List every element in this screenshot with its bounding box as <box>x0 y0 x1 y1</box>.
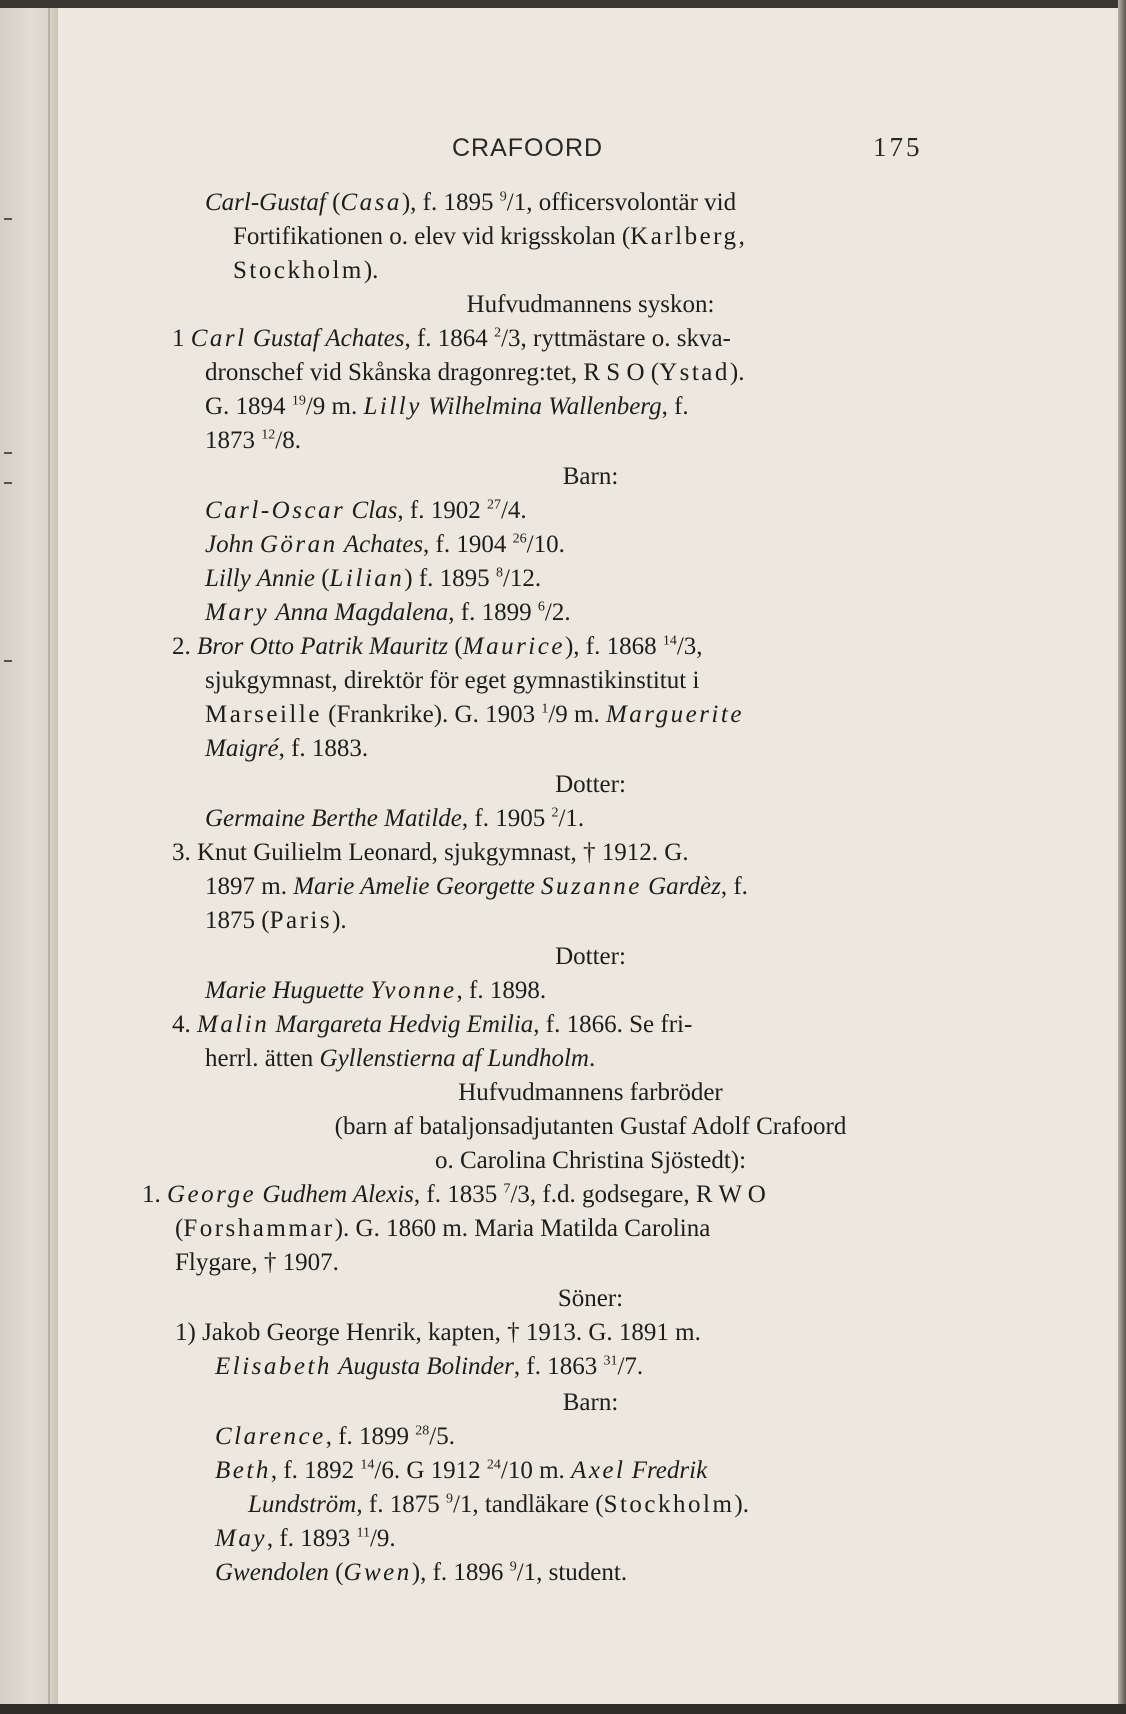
date-superscript: 28 <box>415 1423 430 1439</box>
section-heading <box>0 1076 1126 1110</box>
date-superscript: 2 <box>494 325 502 341</box>
date-superscript: 9 <box>509 1559 517 1575</box>
text-run: 1 <box>172 325 191 352</box>
text-run: ), f. 1896 <box>411 1559 510 1586</box>
text-line <box>205 562 1126 596</box>
text-run: Gwendolen <box>215 1559 329 1586</box>
text-run: Marie Huguette <box>205 977 364 1004</box>
text-run: Carl <box>190 325 247 352</box>
text-run: John <box>205 531 254 558</box>
text-run: Bror Otto Patrik Mauritz <box>197 633 449 660</box>
text-line <box>205 390 1126 424</box>
text-run: 3. Knut Guilielm Leonard, sjukgymnast, † 1912. G. <box>172 839 689 866</box>
text-run: , f. 1893 <box>266 1525 357 1552</box>
date-superscript: 1 <box>541 701 549 717</box>
text-run: herrl. ätten <box>205 1045 320 1072</box>
text-run: , f. <box>661 393 689 420</box>
text-run: Germaine Berthe Matilde <box>205 805 462 832</box>
text-line <box>205 802 1126 836</box>
heading-text <box>563 460 619 494</box>
text-run: , f. 1875 <box>356 1491 446 1518</box>
text-line <box>205 494 1126 528</box>
page-number: 175 <box>873 132 923 162</box>
heading-text <box>558 1282 623 1316</box>
text-run: (barn af bataljonsadjutanten Gustaf Adolf Crafoord <box>334 1113 847 1140</box>
text-run: Lundström <box>248 1491 357 1518</box>
text-line <box>205 186 1126 220</box>
section-heading <box>0 460 1126 494</box>
text-line <box>215 1556 1126 1590</box>
text-run: /4. <box>500 497 527 524</box>
date-superscript: 24 <box>486 1457 501 1473</box>
text-run: /8. <box>275 427 301 454</box>
date-superscript: 8 <box>495 565 503 581</box>
text-run: 1) Jakob George Henrik, kapten, † 1913. G. 1891 m. <box>175 1319 701 1346</box>
text-run: . <box>588 1045 596 1072</box>
text-line <box>215 1522 1126 1556</box>
text-line <box>215 1454 1126 1488</box>
gutter-fold-line <box>48 8 50 1704</box>
text-line <box>142 1178 1126 1212</box>
section-heading <box>0 1282 1126 1316</box>
page-top-edge <box>0 0 1126 8</box>
text-run: Casa <box>340 189 402 216</box>
text-line <box>215 1420 1126 1454</box>
text-run: Clarence <box>215 1423 326 1450</box>
section-heading <box>0 288 1126 322</box>
edge-mark <box>4 660 12 662</box>
text-run: 2. <box>172 633 197 660</box>
text-run: , f. 1902 <box>397 497 487 524</box>
text-run: /1, officersvolontär vid <box>506 189 737 216</box>
date-superscript: 27 <box>486 497 501 513</box>
text-run: Lilian <box>329 565 405 592</box>
text-run: Marguerite <box>605 701 744 728</box>
text-run: Dotter: <box>555 943 626 970</box>
text-run: Stockholm <box>603 1491 735 1518</box>
text-run: Gustaf Achates <box>252 325 405 352</box>
text-run: ( <box>175 1215 184 1242</box>
text-line <box>205 528 1126 562</box>
text-run: Göran <box>259 531 338 558</box>
section-heading <box>0 768 1126 802</box>
text-run: ). G. 1860 m. Maria Matilda Carolina <box>334 1215 711 1242</box>
text-run: ( <box>325 189 341 216</box>
text-run: Stockholm <box>233 257 364 284</box>
text-run: , <box>738 223 745 250</box>
text-run: George <box>167 1181 257 1208</box>
text-run: Elisabeth <box>215 1353 332 1380</box>
heading-text <box>555 940 626 974</box>
text-line <box>205 732 1126 766</box>
text-run: 1897 m. <box>205 873 294 900</box>
text-run: , f. 1899 <box>448 599 538 626</box>
text-run: /12. <box>502 565 542 592</box>
text-run: Lilly <box>363 393 422 420</box>
text-run: Beth <box>215 1457 271 1484</box>
text-run: Achates <box>343 531 424 558</box>
date-superscript: 7 <box>503 1181 511 1197</box>
text-run: , f. 1864 <box>404 325 495 352</box>
text-run: Malin <box>197 1011 270 1038</box>
text-run: /1, tandläkare ( <box>452 1491 604 1518</box>
text-run: ( <box>328 1559 344 1586</box>
text-run: Gardèz <box>648 873 721 900</box>
heading-text <box>335 1110 847 1144</box>
text-run: ( <box>448 633 463 660</box>
text-run: Axel <box>571 1457 626 1484</box>
date-superscript: 19 <box>291 393 306 409</box>
text-run: (Frankrike). G. 1903 <box>321 701 542 728</box>
text-run: , f. <box>720 873 748 900</box>
text-run: Marseille <box>205 701 322 728</box>
text-run: Ystad <box>659 359 730 386</box>
text-run: , f. 1899 <box>325 1423 416 1450</box>
text-run: Anna Magdalena <box>275 599 449 626</box>
text-run: dronschef vid Skånska dragonreg:tet, R S O ( <box>205 359 660 386</box>
text-run: , f. 1904 <box>423 531 513 558</box>
text-run: ), f. 1895 <box>401 189 500 216</box>
text-run: Suzanne <box>541 873 642 900</box>
text-line <box>172 630 1126 664</box>
text-run: ) f. 1895 <box>404 565 496 592</box>
text-run: sjukgymnast, direktör för eget gymnastikinstitut i <box>205 667 700 694</box>
text-run: Gudhem Alexis <box>262 1181 414 1208</box>
text-run: Clas <box>351 497 398 524</box>
heading-text <box>435 1144 746 1178</box>
text-line <box>205 424 1126 458</box>
text-run: /3, ryttmästare o. skva- <box>501 325 731 352</box>
text-run: Söner: <box>557 1285 624 1312</box>
text-line <box>205 870 1126 904</box>
text-run: 4. <box>172 1011 197 1038</box>
date-superscript: 26 <box>512 531 527 547</box>
text-run: , f. 1905 <box>461 805 552 832</box>
text-line <box>233 254 1126 288</box>
text-run: G. 1894 <box>205 393 292 420</box>
text-run: , f. 1863 <box>513 1353 604 1380</box>
section-heading <box>0 940 1126 974</box>
text-line <box>215 1350 1126 1384</box>
text-run: Karlberg <box>630 223 739 250</box>
text-run: 1875 ( <box>205 907 270 934</box>
text-run: /3, <box>676 633 703 660</box>
text-run: Flygare, † 1907. <box>175 1249 339 1276</box>
text-run: Hufvudmannens farbröder <box>458 1079 723 1106</box>
text-run: Gwen <box>343 1559 412 1586</box>
text-run: /10 m. <box>500 1457 572 1484</box>
text-run: Gyllenstierna af Lundholm <box>319 1045 589 1072</box>
heading-text <box>555 768 626 802</box>
date-superscript: 31 <box>603 1353 618 1369</box>
text-run: Carl-Gustaf <box>205 189 326 216</box>
date-superscript: 9 <box>499 189 507 205</box>
heading-text <box>467 288 715 322</box>
section-heading <box>0 1386 1126 1420</box>
text-line <box>172 1008 1126 1042</box>
text-run: /6. G 1912 <box>374 1457 487 1484</box>
section-heading <box>0 1144 1126 1178</box>
text-line <box>205 904 1126 938</box>
text-line <box>205 974 1126 1008</box>
text-line <box>175 1246 1126 1280</box>
text-line <box>233 220 1126 254</box>
text-run: /10. <box>526 531 565 558</box>
edge-mark <box>4 452 12 454</box>
text-run: ). <box>729 359 745 386</box>
text-run: Hufvudmannens syskon: <box>466 291 715 318</box>
text-run: ( <box>314 565 330 592</box>
running-head: CRAFOORD <box>452 134 604 162</box>
text-run: Lilly Annie <box>205 565 315 592</box>
section-heading <box>0 1110 1126 1144</box>
text-run: Carl-Oscar <box>205 497 346 524</box>
text-run: , f. 1835 <box>413 1181 504 1208</box>
date-superscript: 14 <box>360 1457 375 1473</box>
text-run: Wilhelmina Wallenberg <box>428 393 662 420</box>
text-run: /1, student. <box>516 1559 628 1586</box>
text-run: Paris <box>269 907 333 934</box>
date-superscript: 9 <box>445 1491 453 1507</box>
text-run: , f. 1866. Se fri- <box>533 1011 693 1038</box>
text-line <box>175 1316 1126 1350</box>
text-run: , f. 1892 <box>270 1457 361 1484</box>
heading-text <box>563 1386 619 1420</box>
text-run: /2. <box>544 599 571 626</box>
text-line <box>205 356 1126 390</box>
text-run: /1. <box>558 805 585 832</box>
text-run: , f. 1898. <box>456 977 547 1004</box>
text-run: Fredrik <box>631 1457 708 1484</box>
text-line <box>172 322 1126 356</box>
text-run: Margareta Hedvig Emilia <box>275 1011 534 1038</box>
date-superscript: 2 <box>551 805 559 821</box>
text-run: ). <box>332 907 347 934</box>
text-run: Dotter: <box>555 771 626 798</box>
text-run: Barn: <box>562 463 619 490</box>
text-run: Maurice <box>462 633 565 660</box>
text-run: /9 m. <box>305 393 364 420</box>
text-run: Marie Amelie Georgette <box>293 873 535 900</box>
text-run: /9. <box>369 1525 396 1552</box>
text-run: 1873 <box>205 427 262 454</box>
text-run: May <box>215 1525 267 1552</box>
text-line <box>205 698 1126 732</box>
text-run: Yvonne <box>370 977 457 1004</box>
text-run: Maigré <box>205 735 279 762</box>
text-run: 1. <box>142 1181 167 1208</box>
text-run: /7. <box>617 1353 644 1380</box>
text-run: Mary <box>205 599 270 626</box>
text-line <box>172 836 1126 870</box>
text-run: , f. 1883. <box>278 735 369 762</box>
date-superscript: 11 <box>356 1525 370 1541</box>
text-run: ). <box>363 257 379 284</box>
text-run: ), f. 1868 <box>564 633 663 660</box>
text-run: ). <box>734 1491 749 1518</box>
text-line <box>175 1212 1126 1246</box>
text-run: /5. <box>429 1423 455 1450</box>
text-run: Augusta Bolinder <box>338 1353 514 1380</box>
text-line <box>248 1488 1126 1522</box>
text-run: Barn: <box>562 1389 619 1416</box>
text-run: /9 m. <box>548 701 606 728</box>
text-line <box>205 664 1126 698</box>
text-run: Forshammar <box>183 1215 335 1242</box>
date-superscript: 12 <box>261 427 276 443</box>
date-superscript: 14 <box>662 633 677 649</box>
text-run: o. Carolina Christina Sjöstedt): <box>434 1147 747 1174</box>
text-run: Fortifikationen o. elev vid krigsskolan ( <box>233 223 631 250</box>
date-superscript: 6 <box>537 599 545 615</box>
heading-text <box>458 1076 723 1110</box>
text-line <box>205 596 1126 630</box>
text-line <box>205 1042 1126 1076</box>
text-run: /3, f.d. godsegare, R W O <box>510 1181 766 1208</box>
page-bottom-edge <box>0 1704 1126 1714</box>
edge-mark <box>4 218 12 220</box>
